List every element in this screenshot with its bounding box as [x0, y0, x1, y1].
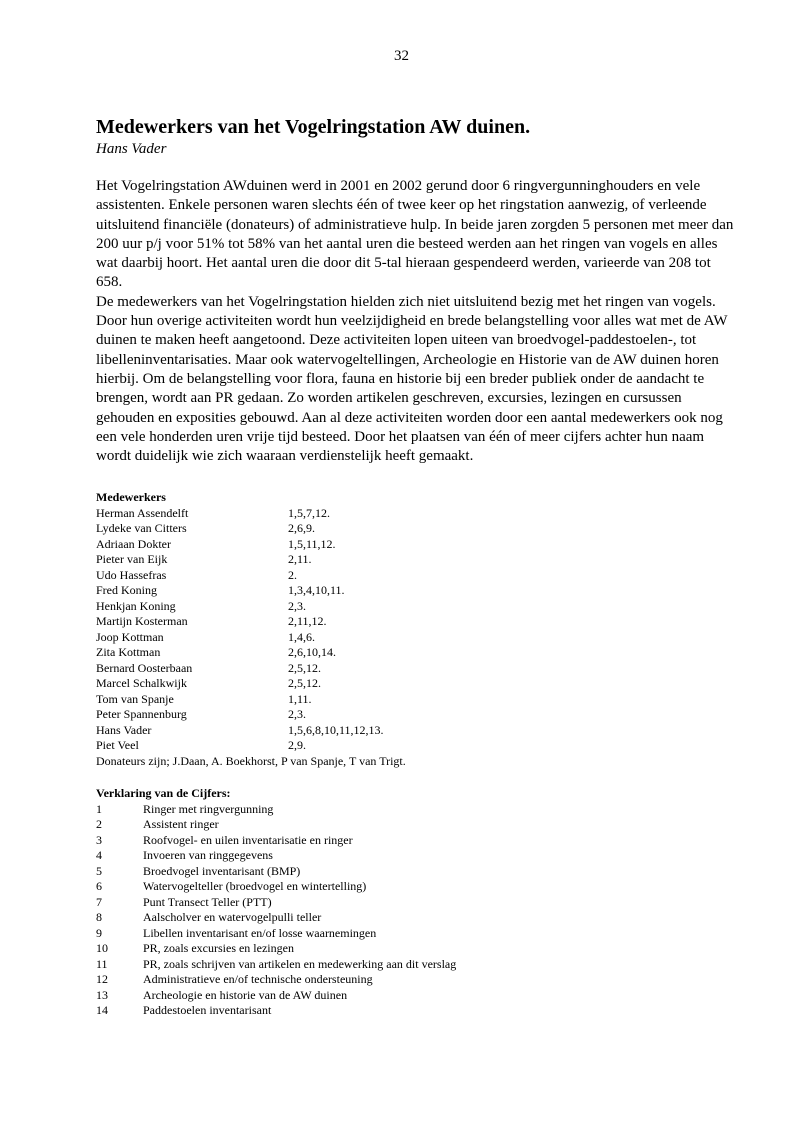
legend-rows: [96, 802, 736, 1019]
legend-item: [96, 972, 736, 988]
legend-item: [96, 864, 736, 880]
contributor-codes: 2,9.: [288, 738, 306, 752]
contributor-row: [96, 645, 736, 661]
contributor-name: Zita Kottman: [96, 645, 161, 659]
contributor-name: Martijn Kosterman: [96, 614, 188, 628]
legend-text: Libellen inventarisant en/of losse waarnemingen: [143, 925, 377, 940]
legend-item: [96, 988, 736, 1004]
legend-item: [96, 910, 736, 926]
legend-text: Assistent ringer: [143, 817, 219, 831]
contributors-list: [96, 490, 736, 769]
code-legend: [96, 786, 736, 1019]
contributor-name: Henkjan Koning: [96, 598, 176, 613]
contributor-row: [96, 692, 736, 708]
legend-text: Archeologie en historie van de AW duinen: [143, 987, 348, 1002]
contributor-codes: 2,11,12.: [288, 614, 327, 628]
legend-text: Punt Transect Teller (PTT): [143, 894, 272, 909]
legend-text: Administratieve en/of technische ondersteuning: [143, 972, 373, 986]
contributor-row: [96, 630, 736, 646]
legend-item: [96, 926, 736, 942]
contributor-row: [96, 738, 736, 754]
paragraph-intro: Het Vogelringstation AWduinen werd in 2001 en 2002 gerund door 6 ringvergunninghouders en vele assistenten. Enkele personen waren slechts één of twee keer op het ringstation aanwezig, of verleende uitsluitend financiële (donateurs) of administratieve hulp. In beide jaren zorgden 5 personen met meer dan 200 uur p/j voor 51% tot 58% van het aantal uren die besteed werden aan het ringen van vogels en alles wat daarbij hoort. Het aantal uren die door dit 5-tal hieraan gespendeerd werden, varieerde van 208 tot 658.: [96, 178, 734, 291]
legend-number: 5: [96, 863, 102, 878]
contributor-row: [96, 676, 736, 692]
legend-number: 2: [96, 817, 102, 831]
contributor-codes: 2,5,12.: [288, 676, 321, 690]
contributor-name: Joop Kottman: [96, 629, 164, 644]
contributor-name: Piet Veel: [96, 738, 139, 752]
contributor-row: [96, 506, 736, 522]
contributor-name: Adriaan Dokter: [96, 536, 171, 551]
legend-item: [96, 802, 736, 818]
contributor-name: Tom van Spanje: [96, 691, 174, 706]
contributor-name: Fred Koning: [96, 583, 157, 597]
contributor-row: [96, 552, 736, 568]
contributor-row: [96, 599, 736, 615]
legend-number: 7: [96, 894, 102, 909]
legend-number: 12: [96, 972, 108, 986]
legend-text: Aalscholver en watervogelpulli teller: [143, 910, 322, 924]
legend-item: [96, 817, 736, 833]
donors-line: Donateurs zijn; J.Daan, A. Boekhorst, P van Spanje, T van Trigt.: [96, 753, 406, 768]
legend-text: PR, zoals schrijven van artikelen en medewerking aan dit verslag: [143, 956, 457, 971]
paragraph-activities: De medewerkers van het Vogelringstation hielden zich niet uitsluitend bezig met het ringen van vogels. Door hun overige activiteiten wordt hun veelzijdigheid en brede belangstelling voor alles wat met de AW duinen te maken heeft aangetoond. Deze activiteiten lopen uiteen van broedvogel-paddestoelen-, tot libelleninventarisaties. Maar ook watervogeltellingen, Archeologie en Historie van de AW duinen horen hierbij. Om de belangstelling voor flora, fauna en historie bij een breder publiek onder de aandacht te brengen, wordt aan PR gedaan. Zo worden artikelen geschreven, excursies, lezingen en cursussen gehouden en exposities gebouwd. Aan al deze activiteiten worden door een aantal medewerkers ook nog een vele honderden uren vrije tijd besteed. Door het plaatsen van één of meer cijfers achter hun naam wordt duidelijk wie zich waaraan verdienstelijk heeft gemaakt.: [96, 293, 728, 465]
body-text: [96, 177, 736, 466]
legend-number: 4: [96, 848, 102, 862]
contributor-codes: 2,3.: [288, 707, 306, 721]
legend-item: [96, 895, 736, 911]
contributor-codes: 1,5,6,8,10,11,12,13.: [288, 722, 384, 737]
page-number: 32: [394, 48, 409, 64]
legend-number: 9: [96, 925, 102, 940]
legend-number: 14: [96, 1003, 108, 1017]
legend-item: [96, 879, 736, 895]
contributor-name: Bernard Oosterbaan: [96, 660, 193, 675]
legend-number: 11: [96, 956, 108, 971]
legend-item: [96, 957, 736, 973]
legend-heading: Verklaring van de Cijfers:: [96, 786, 231, 800]
legend-number: 13: [96, 987, 108, 1002]
contributor-row: [96, 568, 736, 584]
legend-text: Ringer met ringvergunning: [143, 801, 274, 816]
legend-number: 8: [96, 910, 102, 924]
legend-text: Invoeren van ringgegevens: [143, 848, 273, 862]
contributor-row: [96, 583, 736, 599]
contributor-name: Lydeke van Citters: [96, 521, 187, 535]
contributors-heading: Medewerkers: [96, 490, 166, 504]
author-name: Hans Vader: [96, 141, 167, 157]
legend-text: PR, zoals excursies en lezingen: [143, 941, 294, 955]
contributor-codes: 1,11.: [288, 691, 312, 706]
contributor-row: [96, 723, 736, 739]
page-title: Medewerkers van het Vogelringstation AW duinen.: [96, 116, 531, 138]
legend-text: Watervogelteller (broedvogel en wintertelling): [143, 879, 367, 893]
legend-text: Broedvogel inventarisant (BMP): [143, 863, 301, 878]
legend-number: 6: [96, 879, 102, 893]
legend-text: Roofvogel- en uilen inventarisatie en ringer: [143, 832, 353, 847]
contributor-row: [96, 537, 736, 553]
legend-number: 1: [96, 801, 102, 816]
contributor-row: [96, 707, 736, 723]
contributor-codes: 2,3.: [288, 598, 306, 613]
legend-item: [96, 1003, 736, 1019]
contributor-codes: 1,5,7,12.: [288, 505, 330, 520]
legend-item: [96, 848, 736, 864]
contributor-row: [96, 661, 736, 677]
contributor-name: Hans Vader: [96, 722, 152, 737]
contributor-codes: 2,6,10,14.: [288, 645, 336, 659]
contributor-name: Pieter van Eijk: [96, 552, 168, 566]
contributor-rows: [96, 506, 736, 754]
contributor-codes: 1,3,4,10,11.: [288, 583, 345, 597]
contributor-codes: 2,11.: [288, 552, 312, 566]
contributor-codes: 2,5,12.: [288, 660, 321, 675]
legend-text: Paddestoelen inventarisant: [143, 1003, 272, 1017]
legend-item: [96, 941, 736, 957]
contributor-name: Udo Hassefras: [96, 567, 167, 582]
contributor-codes: 1,5,11,12.: [288, 536, 336, 551]
contributor-row: [96, 614, 736, 630]
contributor-codes: 2.: [288, 567, 297, 582]
contributor-name: Marcel Schalkwijk: [96, 676, 187, 690]
contributor-row: [96, 521, 736, 537]
legend-item: [96, 833, 736, 849]
contributor-name: Peter Spannenburg: [96, 707, 187, 721]
legend-number: 10: [96, 941, 108, 955]
legend-number: 3: [96, 832, 102, 847]
contributor-name: Herman Assendelft: [96, 505, 189, 520]
contributor-codes: 1,4,6.: [288, 629, 315, 644]
contributor-codes: 2,6,9.: [288, 521, 315, 535]
